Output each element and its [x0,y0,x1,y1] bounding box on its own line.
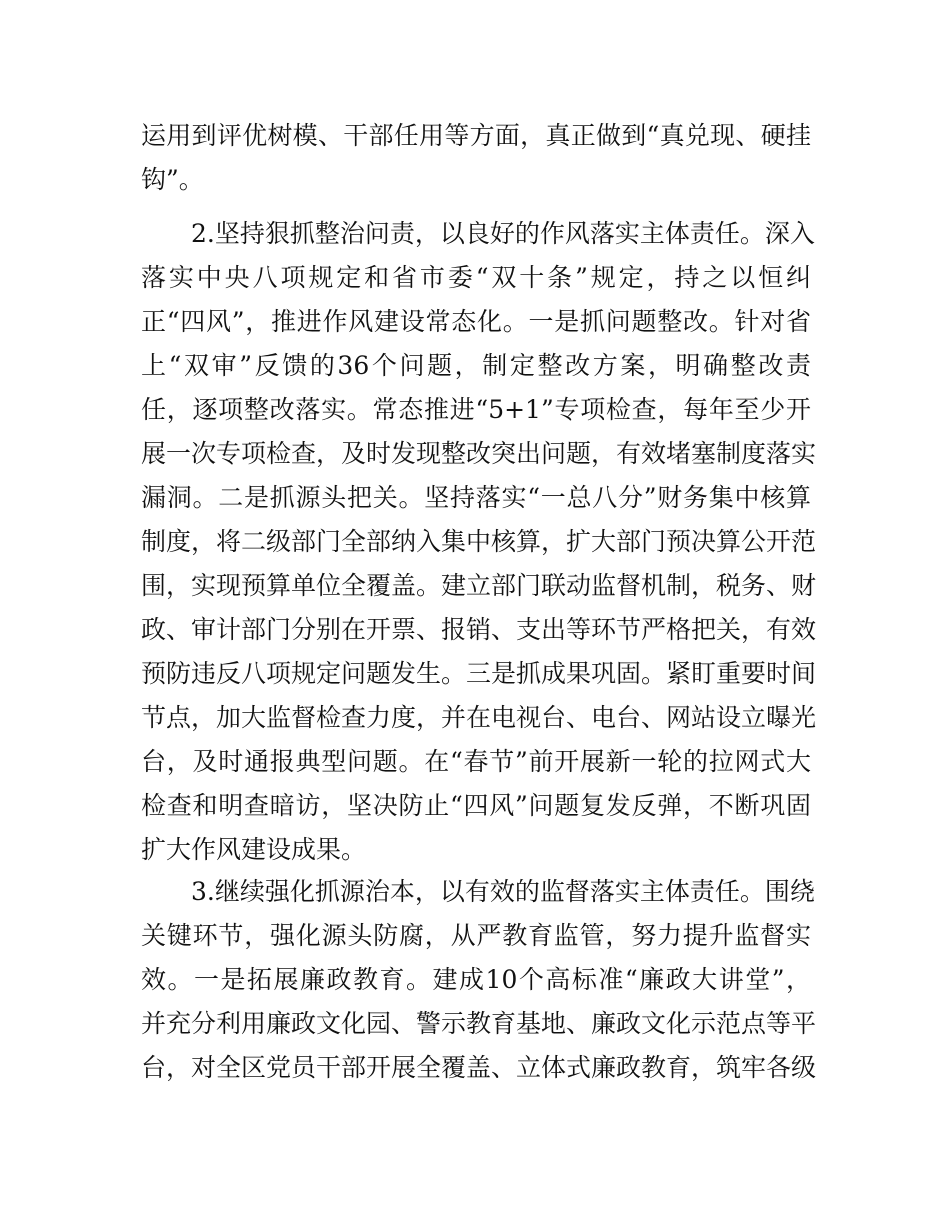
text-line: 扩大作风建设成果。 [141,835,367,864]
text-line: 节点，加大监督检查力度，并在电视台、电台、网站设立曝光 [141,703,817,732]
paragraph-continuation [141,114,811,202]
text-line: 落实中央八项规定和省市委“双十条”规定，持之以恒纠 [141,263,811,292]
text-line: 钩”。 [141,165,204,194]
text-line: 预防违反八项规定问题发生。三是抓成果巩固。紧盯重要时间 [141,659,817,688]
text-line: 漏洞。二是抓源头把关。坚持落实“一总八分”财务集中核算 [141,483,811,512]
text-line: 台，对全区党员干部开展全覆盖、立体式廉政教育，筑牢各级 [141,1053,817,1082]
paragraph-3 [141,870,817,1090]
text-line: 展一次专项检查，及时发现整改突出问题，有效堵塞制度落实 [141,439,817,468]
text-line: 关键环节，强化源头防腐，从严教育监管，努力提升监督实 [141,921,811,950]
text-line: 围，实现预算单位全覆盖。建立部门联动监督机制，税务、财 [141,571,817,600]
text-line: 2.坚持狠抓整治问责，以良好的作风落实主体责任。深入 [191,219,815,248]
text-line: 运用到评优树模、干部任用等方面，真正做到“真兑现、硬挂 [141,121,811,150]
text-line: 制度，将二级部门全部纳入集中核算，扩大部门预决算公开范 [141,527,817,556]
text-line: 效。一是拓展廉政教育。建成10个高标准“廉政大讲堂”， [141,965,811,994]
text-line: 政、审计部门分别在开票、报销、支出等环节严格把关，有效 [141,615,817,644]
text-line: 上“双审”反馈的36个问题，制定整改方案，明确整改责 [141,351,811,380]
text-line: 3.继续强化抓源治本，以有效的监督落实主体责任。围绕 [191,877,815,906]
text-line: 正“四风”，推进作风建设常态化。一是抓问题整改。针对省 [141,307,811,336]
text-line: 并充分利用廉政文化园、警示教育基地、廉政文化示范点等平 [141,1009,817,1038]
paragraph-2 [141,212,817,872]
text-line: 任，逐项整改落实。常态推进“5+1”专项检查，每年至少开 [141,395,811,424]
text-line: 台，及时通报典型问题。在“春节”前开展新一轮的拉网式大 [141,747,811,776]
text-line: 检查和明查暗访，坚决防止“四风”问题复发反弹，不断巩固 [141,791,811,820]
